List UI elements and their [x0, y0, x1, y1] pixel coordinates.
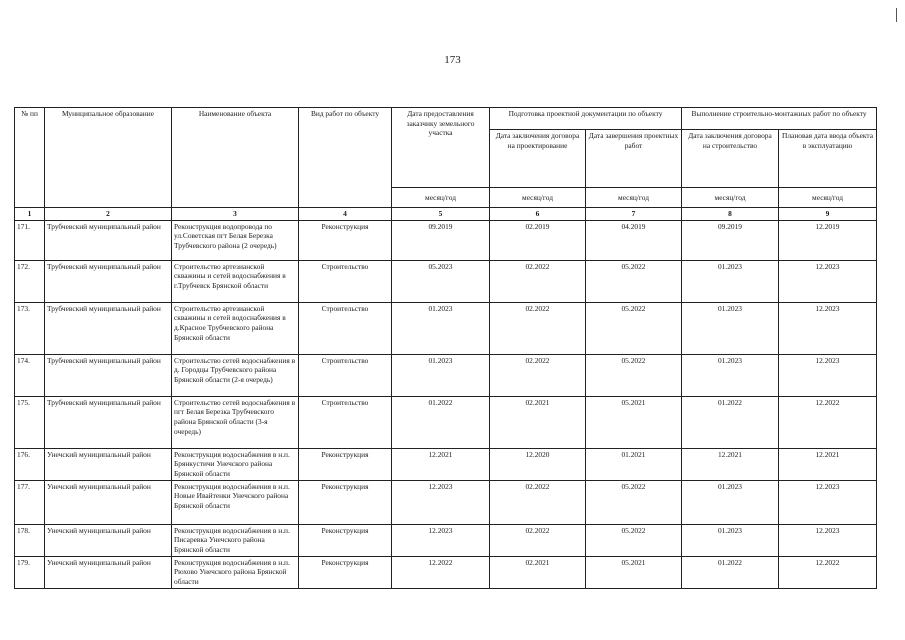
- row-design-end: 05.2022: [586, 302, 682, 354]
- table-row: [15, 260, 877, 302]
- row-construction-contract: 09.2019: [682, 220, 779, 260]
- row-commissioning: 12.2022: [779, 396, 877, 448]
- column-number: 4: [299, 208, 392, 221]
- table-row: [15, 556, 877, 588]
- row-municipality: Унечский муниципальный район: [45, 480, 172, 524]
- row-municipality: Трубчевский муниципальный район: [45, 260, 172, 302]
- row-land-date: 09.2019: [392, 220, 490, 260]
- header-num: № пп: [15, 108, 45, 208]
- row-municipality: Унечский муниципальный район: [45, 524, 172, 556]
- row-commissioning: 12.2023: [779, 260, 877, 302]
- header-object-name: Наименование объекта: [172, 108, 299, 208]
- row-municipality: Трубчевский муниципальный район: [45, 354, 172, 396]
- table-row: [15, 524, 877, 556]
- row-design-contract: 02.2022: [490, 260, 586, 302]
- column-number: 9: [779, 208, 877, 221]
- unit-label: месяц/год: [490, 188, 586, 208]
- header-commissioning: Плановая дата ввода объекта в эксплуатацию: [779, 130, 877, 188]
- row-design-contract: 12.2020: [490, 448, 586, 480]
- table-row: [15, 302, 877, 354]
- objects-table: [14, 107, 877, 589]
- row-construction-contract: 12.2021: [682, 448, 779, 480]
- row-num: 178.: [15, 524, 45, 556]
- header-design-contract: Дата заключения договора на проектирование: [490, 130, 586, 188]
- row-land-date: 12.2022: [392, 556, 490, 588]
- row-work-type: Реконструкция: [299, 524, 392, 556]
- table-row: [15, 480, 877, 524]
- row-num: 172.: [15, 260, 45, 302]
- header-land-date: Дата предоставления заказчику земельного участка: [392, 108, 490, 188]
- row-design-contract: 02.2022: [490, 354, 586, 396]
- column-number: 3: [172, 208, 299, 221]
- header-construction-contract: Дата заключения договора на строительство: [682, 130, 779, 188]
- row-municipality: Унечский муниципальный район: [45, 448, 172, 480]
- row-construction-contract: 01.2022: [682, 556, 779, 588]
- row-construction-contract: 01.2023: [682, 480, 779, 524]
- row-land-date: 01.2023: [392, 354, 490, 396]
- row-work-type: Строительство: [299, 396, 392, 448]
- row-work-type: Реконструкция: [299, 220, 392, 260]
- row-commissioning: 12.2022: [779, 556, 877, 588]
- table-row: [15, 220, 877, 260]
- row-commissioning: 12.2019: [779, 220, 877, 260]
- row-object: Строительство сетей водоснабжения в д. Городцы Трубчевского района Брянской области (2-я очередь): [172, 354, 299, 396]
- table-row: [15, 396, 877, 448]
- row-municipality: Трубчевский муниципальный район: [45, 396, 172, 448]
- row-work-type: Реконструкция: [299, 480, 392, 524]
- page-number: 173: [444, 54, 461, 66]
- row-object: Строительство артезианской скважины и сетей водоснабжения в г.Трубчевск Брянской области: [172, 260, 299, 302]
- row-object: Реконструкция водоснабжения в н.п. Рюхово Унечского района Брянской области: [172, 556, 299, 588]
- row-object: Строительство артезианской скважины и сетей водоснабжения в д.Красное Трубчевского района Брянской области: [172, 302, 299, 354]
- column-number: 7: [586, 208, 682, 221]
- row-construction-contract: 01.2023: [682, 302, 779, 354]
- row-commissioning: 12.2021: [779, 448, 877, 480]
- row-commissioning: 12.2023: [779, 524, 877, 556]
- row-land-date: 12.2023: [392, 480, 490, 524]
- column-number: 8: [682, 208, 779, 221]
- row-land-date: 05.2023: [392, 260, 490, 302]
- row-commissioning: 12.2023: [779, 480, 877, 524]
- row-work-type: Реконструкция: [299, 448, 392, 480]
- row-object: Реконструкция водоснабжения в н.п. Писаревка Унечского района Брянской области: [172, 524, 299, 556]
- row-object: Реконструкция водоснабжения в н.п. Брянкустичи Унечского района Брянской области: [172, 448, 299, 480]
- column-number: 6: [490, 208, 586, 221]
- row-object: Строительство сетей водоснабжения в пгт Белая Березка Трубчевского района Брянской области (3-я очередь): [172, 396, 299, 448]
- row-work-type: Строительство: [299, 354, 392, 396]
- row-num: 176.: [15, 448, 45, 480]
- row-design-contract: 02.2019: [490, 220, 586, 260]
- row-construction-contract: 01.2023: [682, 354, 779, 396]
- row-design-end: 05.2022: [586, 354, 682, 396]
- column-number: 5: [392, 208, 490, 221]
- header-design-end: Дата завершения проектных работ: [586, 130, 682, 188]
- row-object: Реконструкция водопровода по ул.Советская пгт Белая Березка Трубчевского района (2 очередь): [172, 220, 299, 260]
- row-municipality: Унечский муниципальный район: [45, 556, 172, 588]
- row-design-contract: 02.2022: [490, 524, 586, 556]
- table-row: [15, 354, 877, 396]
- row-land-date: 01.2023: [392, 302, 490, 354]
- row-design-end: 05.2022: [586, 480, 682, 524]
- row-construction-contract: 01.2023: [682, 524, 779, 556]
- unit-label: месяц/год: [779, 188, 877, 208]
- row-design-contract: 02.2021: [490, 396, 586, 448]
- row-construction-contract: 01.2022: [682, 396, 779, 448]
- row-municipality: Трубчевский муниципальный район: [45, 220, 172, 260]
- row-design-end: 05.2022: [586, 524, 682, 556]
- header-municipality: Муниципальное образование: [45, 108, 172, 208]
- scan-edge-mark: [896, 8, 897, 22]
- row-work-type: Строительство: [299, 302, 392, 354]
- row-num: 175.: [15, 396, 45, 448]
- row-municipality: Трубчевский муниципальный район: [45, 302, 172, 354]
- row-num: 179.: [15, 556, 45, 588]
- row-commissioning: 12.2023: [779, 302, 877, 354]
- row-design-end: 04.2019: [586, 220, 682, 260]
- column-number: 1: [15, 208, 45, 221]
- row-design-contract: 02.2022: [490, 302, 586, 354]
- row-work-type: Строительство: [299, 260, 392, 302]
- unit-label: месяц/год: [392, 188, 490, 208]
- row-num: 177.: [15, 480, 45, 524]
- header-construction-group: Выполнение строительно-монтажных работ по объекту: [682, 108, 877, 130]
- row-commissioning: 12.2023: [779, 354, 877, 396]
- row-design-contract: 02.2022: [490, 480, 586, 524]
- row-construction-contract: 01.2023: [682, 260, 779, 302]
- row-num: 174.: [15, 354, 45, 396]
- row-design-end: 05.2021: [586, 396, 682, 448]
- row-design-end: 05.2021: [586, 556, 682, 588]
- row-num: 171.: [15, 220, 45, 260]
- row-object: Реконструкция водоснабжения в н.п. Новые Ивайтенки Унечского района Брянской области: [172, 480, 299, 524]
- row-design-end: 05.2022: [586, 260, 682, 302]
- row-num: 173.: [15, 302, 45, 354]
- table-row: [15, 448, 877, 480]
- header-work-type: Вид работ по объекту: [299, 108, 392, 208]
- row-land-date: 12.2021: [392, 448, 490, 480]
- row-land-date: 01.2022: [392, 396, 490, 448]
- unit-label: месяц/год: [586, 188, 682, 208]
- row-work-type: Реконструкция: [299, 556, 392, 588]
- column-number: 2: [45, 208, 172, 221]
- row-design-contract: 02.2021: [490, 556, 586, 588]
- header-design-group: Подготовка проектной документации по объекту: [490, 108, 682, 130]
- row-design-end: 01.2021: [586, 448, 682, 480]
- row-land-date: 12.2023: [392, 524, 490, 556]
- unit-label: месяц/год: [682, 188, 779, 208]
